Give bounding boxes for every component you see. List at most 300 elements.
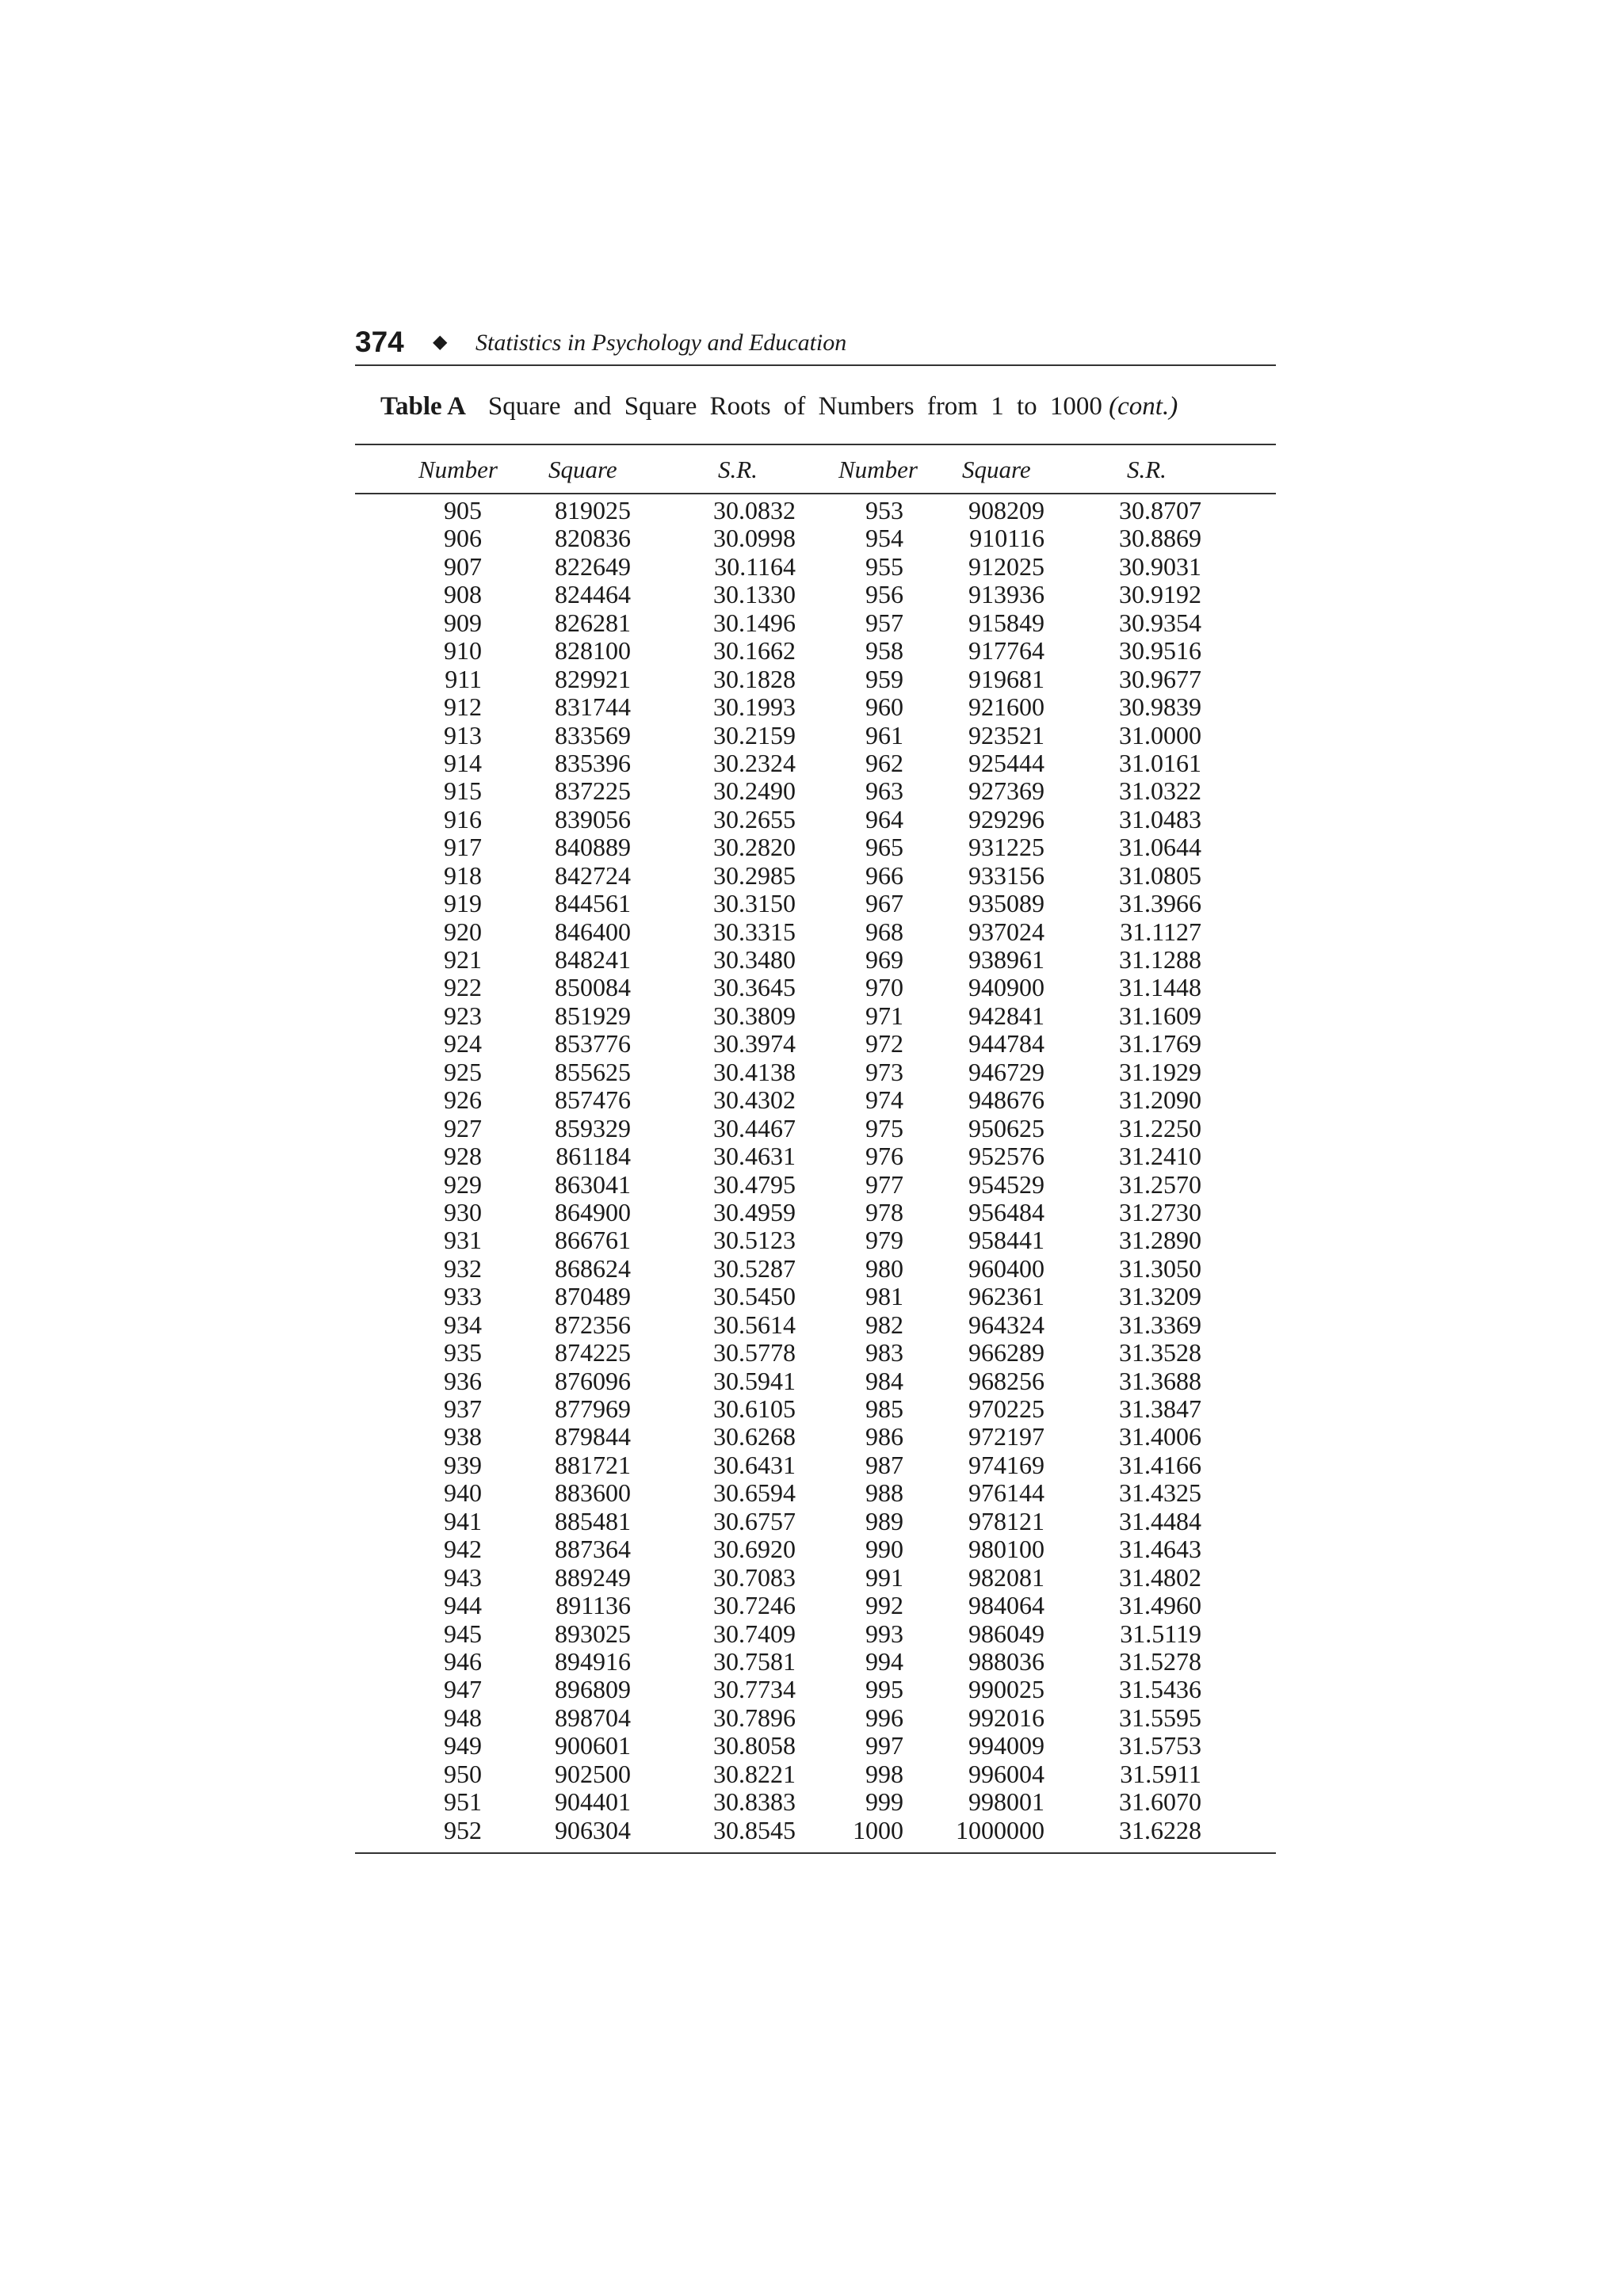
cell-number-right: 973: [865, 1057, 903, 1086]
table-row: [355, 862, 1276, 890]
header-square-left: Square: [548, 456, 617, 483]
cell-square-right: 921600: [968, 692, 1044, 722]
cell-number-left: 917: [444, 833, 482, 862]
cell-number-left: 942: [444, 1535, 482, 1564]
cell-sr-left: 30.7581: [713, 1646, 796, 1676]
cell-sr-right: 31.6070: [1119, 1787, 1201, 1817]
cell-sr-right: 31.4960: [1119, 1591, 1201, 1620]
table-title: Square and Square Roots of Numbers from 1 to 1000: [487, 392, 1102, 421]
cell-sr-left: 30.8058: [713, 1731, 796, 1760]
cell-square-right: 910116: [969, 524, 1044, 553]
cell-sr-left: 30.5123: [713, 1226, 796, 1255]
cell-number-right: 990: [865, 1535, 903, 1564]
cell-number-right: 969: [865, 945, 903, 974]
table-row: [355, 918, 1276, 946]
cell-number-left: 950: [444, 1759, 482, 1788]
cell-square-left: 829921: [555, 664, 631, 693]
cell-square-right: 954529: [968, 1169, 1044, 1199]
cell-number-right: 998: [865, 1759, 903, 1788]
cell-number-right: 958: [865, 636, 903, 666]
cell-number-left: 945: [444, 1619, 482, 1648]
cell-number-right: 989: [865, 1506, 903, 1535]
cell-number-left: 937: [444, 1394, 482, 1423]
cell-number-left: 924: [444, 1029, 482, 1058]
cell-sr-left: 30.8383: [713, 1787, 796, 1817]
cell-sr-left: 30.5287: [713, 1253, 796, 1283]
cell-sr-left: 30.6105: [713, 1394, 796, 1423]
table-row: [355, 1367, 1276, 1395]
table-row: [355, 1479, 1276, 1507]
cell-square-right: 923521: [968, 720, 1044, 749]
table-header-rule: [355, 493, 1276, 494]
table-row: [355, 833, 1276, 861]
cell-square-left: 861184: [556, 1142, 631, 1171]
cell-sr-left: 30.4631: [713, 1142, 796, 1171]
cell-square-left: 820836: [555, 524, 631, 553]
cell-sr-right: 31.0000: [1119, 720, 1201, 749]
cell-sr-left: 30.3974: [713, 1029, 796, 1058]
table-row: [355, 1564, 1276, 1592]
cell-number-left: 944: [444, 1591, 482, 1620]
table-row: [355, 1030, 1276, 1058]
cell-number-right: 996: [865, 1703, 903, 1732]
header-sr-right: S.R.: [1127, 456, 1167, 483]
table-row: [355, 1676, 1276, 1703]
table-row: [355, 1115, 1276, 1142]
cell-number-left: 936: [444, 1366, 482, 1395]
cell-square-right: 970225: [968, 1394, 1044, 1423]
table-row: [355, 1226, 1276, 1254]
cell-sr-left: 30.7409: [713, 1619, 796, 1648]
cell-square-right: 964324: [968, 1310, 1044, 1339]
cell-number-right: 992: [865, 1591, 903, 1620]
cell-number-right: 956: [865, 580, 903, 609]
cell-sr-left: 30.2655: [713, 804, 796, 833]
cell-sr-left: 30.2985: [713, 860, 796, 890]
cell-number-right: 980: [865, 1253, 903, 1283]
cell-sr-right: 31.0644: [1119, 833, 1201, 862]
cell-sr-right: 31.0161: [1119, 748, 1201, 777]
table-label: Table A: [380, 392, 466, 421]
cell-number-left: 946: [444, 1646, 482, 1676]
cell-number-right: 999: [865, 1787, 903, 1817]
cell-sr-left: 30.1164: [714, 551, 796, 581]
cell-sr-right: 31.4006: [1119, 1422, 1201, 1451]
cell-number-left: 947: [444, 1675, 482, 1704]
cell-number-right: 957: [865, 608, 903, 637]
cell-number-left: 920: [444, 917, 482, 946]
cell-number-right: 981: [865, 1282, 903, 1311]
cell-square-left: 850084: [555, 973, 631, 1002]
cell-sr-right: 31.3050: [1119, 1253, 1201, 1283]
cell-sr-right: 31.5911: [1120, 1759, 1201, 1788]
cell-sr-right: 31.2410: [1119, 1142, 1201, 1171]
cell-number-left: 929: [444, 1169, 482, 1199]
page-header: [355, 323, 1276, 366]
cell-square-left: 822649: [555, 551, 631, 581]
table-row: [355, 1311, 1276, 1339]
cell-square-right: 980100: [968, 1535, 1044, 1564]
table-row: [355, 666, 1276, 693]
table-row: [355, 1508, 1276, 1535]
header-number-right: Number: [838, 456, 918, 483]
cell-number-right: 975: [865, 1113, 903, 1142]
page-number: 374: [355, 326, 404, 358]
cell-sr-right: 31.1929: [1119, 1057, 1201, 1086]
cell-sr-right: 31.1769: [1119, 1029, 1201, 1058]
cell-number-right: 953: [865, 496, 903, 524]
cell-sr-right: 31.5278: [1119, 1646, 1201, 1676]
cell-number-right: 976: [865, 1142, 903, 1171]
table-header-row: [355, 450, 1276, 490]
cell-number-left: 938: [444, 1422, 482, 1451]
cell-sr-left: 30.3809: [713, 1001, 796, 1030]
cell-sr-left: 30.2324: [713, 748, 796, 777]
cell-number-right: 983: [865, 1338, 903, 1367]
cell-square-right: 962361: [968, 1282, 1044, 1311]
table-row: [355, 1423, 1276, 1451]
cell-sr-right: 30.9516: [1119, 636, 1201, 666]
cell-sr-right: 31.2730: [1119, 1197, 1201, 1226]
cell-square-left: 833569: [555, 720, 631, 749]
cell-sr-right: 31.3209: [1119, 1282, 1201, 1311]
cell-square-left: 842724: [555, 860, 631, 890]
cell-square-right: 950625: [968, 1113, 1044, 1142]
cell-square-right: 994009: [968, 1731, 1044, 1760]
cell-square-left: 894916: [555, 1646, 631, 1676]
cell-sr-right: 31.5436: [1119, 1675, 1201, 1704]
cell-number-right: 966: [865, 860, 903, 890]
cell-number-left: 935: [444, 1338, 482, 1367]
cell-number-right: 962: [865, 748, 903, 777]
cell-sr-left: 30.6757: [713, 1506, 796, 1535]
cell-number-left: 908: [444, 580, 482, 609]
diamond-separator-icon: ◆: [433, 332, 448, 353]
cell-number-left: 918: [444, 860, 482, 890]
cell-square-right: 996004: [968, 1759, 1044, 1788]
cell-sr-right: 31.6228: [1119, 1815, 1201, 1844]
cell-sr-left: 30.5614: [713, 1310, 796, 1339]
cell-number-right: 991: [865, 1562, 903, 1592]
table-row: [355, 749, 1276, 777]
cell-sr-left: 30.8221: [713, 1759, 796, 1788]
cell-square-left: 819025: [555, 496, 631, 524]
cell-number-right: 977: [865, 1169, 903, 1199]
cell-square-left: 864900: [555, 1197, 631, 1226]
cell-square-left: 863041: [555, 1169, 631, 1199]
cell-sr-left: 30.6268: [713, 1422, 796, 1451]
cell-sr-left: 30.1993: [713, 692, 796, 722]
cell-square-right: 966289: [968, 1338, 1044, 1367]
table-row: [355, 1002, 1276, 1030]
cell-number-left: 952: [444, 1815, 482, 1844]
table-top-rule: [355, 444, 1276, 445]
cell-sr-right: 31.2090: [1119, 1085, 1201, 1115]
cell-number-left: 951: [444, 1787, 482, 1817]
table-row: [355, 609, 1276, 637]
cell-number-right: 985: [865, 1394, 903, 1423]
cell-sr-right: 31.3847: [1119, 1394, 1201, 1423]
cell-sr-right: 31.5753: [1119, 1731, 1201, 1760]
cell-number-right: 972: [865, 1029, 903, 1058]
cell-number-right: 954: [865, 524, 903, 553]
cell-square-right: 982081: [968, 1562, 1044, 1592]
cell-square-right: 915849: [968, 608, 1044, 637]
cell-square-right: 978121: [968, 1506, 1044, 1535]
cell-sr-left: 30.6920: [713, 1535, 796, 1564]
cell-number-left: 928: [444, 1142, 482, 1171]
table-row: [355, 806, 1276, 833]
cell-square-right: 917764: [968, 636, 1044, 666]
table-continued-note: (cont.): [1109, 392, 1178, 421]
cell-square-left: 857476: [555, 1085, 631, 1115]
cell-sr-left: 30.3480: [713, 945, 796, 974]
cell-sr-right: 31.1127: [1120, 917, 1201, 946]
cell-square-right: 952576: [968, 1142, 1044, 1171]
cell-square-left: 855625: [555, 1057, 631, 1086]
cell-number-right: 959: [865, 664, 903, 693]
cell-sr-right: 31.3369: [1119, 1310, 1201, 1339]
cell-sr-left: 30.6431: [713, 1450, 796, 1479]
cell-number-left: 949: [444, 1731, 482, 1760]
cell-square-right: 974169: [968, 1450, 1044, 1479]
cell-number-right: 955: [865, 551, 903, 581]
cell-sr-right: 31.1288: [1119, 945, 1201, 974]
cell-square-right: 927369: [968, 776, 1044, 806]
cell-square-right: 948676: [968, 1085, 1044, 1115]
cell-sr-left: 30.7246: [713, 1591, 796, 1620]
cell-sr-left: 30.1496: [713, 608, 796, 637]
cell-sr-right: 30.9031: [1119, 551, 1201, 581]
cell-square-right: 998001: [968, 1787, 1044, 1817]
cell-square-right: 937024: [968, 917, 1044, 946]
table-row: [355, 553, 1276, 581]
cell-number-right: 997: [865, 1731, 903, 1760]
cell-number-right: 970: [865, 973, 903, 1002]
cell-square-right: 986049: [968, 1619, 1044, 1648]
table-row: [355, 1283, 1276, 1310]
cell-square-right: 931225: [968, 833, 1044, 862]
cell-square-right: 935089: [968, 889, 1044, 918]
cell-square-right: 958441: [968, 1226, 1044, 1255]
table-row: [355, 777, 1276, 805]
cell-square-left: 887364: [555, 1535, 631, 1564]
cell-square-right: 992016: [968, 1703, 1044, 1732]
table-body: [355, 497, 1276, 1844]
cell-sr-left: 30.1330: [713, 580, 796, 609]
cell-number-left: 931: [444, 1226, 482, 1255]
cell-number-right: 965: [865, 833, 903, 862]
table-row: [355, 1058, 1276, 1086]
cell-square-right: 956484: [968, 1197, 1044, 1226]
cell-square-left: 848241: [555, 945, 631, 974]
cell-sr-left: 30.0998: [713, 524, 796, 553]
cell-square-left: 826281: [555, 608, 631, 637]
table-row: [355, 1142, 1276, 1170]
cell-sr-right: 30.8869: [1119, 524, 1201, 553]
cell-square-right: 1000000: [956, 1815, 1044, 1844]
cell-sr-left: 30.7083: [713, 1562, 796, 1592]
cell-sr-right: 31.3528: [1119, 1338, 1201, 1367]
cell-square-left: 876096: [555, 1366, 631, 1395]
cell-square-left: 851929: [555, 1001, 631, 1030]
table-row: [355, 693, 1276, 721]
cell-number-right: 988: [865, 1478, 903, 1508]
cell-sr-left: 30.3150: [713, 889, 796, 918]
cell-sr-left: 30.6594: [713, 1478, 796, 1508]
table-row: [355, 1760, 1276, 1788]
cell-square-left: 837225: [555, 776, 631, 806]
table-row: [355, 1732, 1276, 1760]
cell-square-left: 906304: [555, 1815, 631, 1844]
cell-sr-left: 30.8545: [713, 1815, 796, 1844]
cell-sr-right: 31.2570: [1119, 1169, 1201, 1199]
cell-number-left: 916: [444, 804, 482, 833]
cell-square-right: 938961: [968, 945, 1044, 974]
table-row: [355, 946, 1276, 974]
cell-number-right: 984: [865, 1366, 903, 1395]
cell-number-right: 968: [865, 917, 903, 946]
cell-square-left: 902500: [555, 1759, 631, 1788]
cell-sr-right: 30.9354: [1119, 608, 1201, 637]
cell-square-right: 976144: [968, 1478, 1044, 1508]
cell-sr-right: 30.9192: [1119, 580, 1201, 609]
cell-sr-right: 30.8707: [1119, 496, 1201, 524]
cell-sr-right: 31.2890: [1119, 1226, 1201, 1255]
table-row: [355, 524, 1276, 552]
cell-sr-right: 31.0483: [1119, 804, 1201, 833]
cell-square-left: 844561: [555, 889, 631, 918]
cell-square-left: 883600: [555, 1478, 631, 1508]
cell-number-right: 993: [865, 1619, 903, 1648]
cell-number-right: 971: [865, 1001, 903, 1030]
cell-square-left: 881721: [555, 1450, 631, 1479]
cell-square-left: 859329: [555, 1113, 631, 1142]
cell-sr-left: 30.4138: [713, 1057, 796, 1086]
cell-number-right: 979: [865, 1226, 903, 1255]
table-row: [355, 1395, 1276, 1423]
cell-number-right: 982: [865, 1310, 903, 1339]
table-row: [355, 1255, 1276, 1283]
cell-square-left: 893025: [555, 1619, 631, 1648]
table-row: [355, 1592, 1276, 1619]
cell-number-left: 943: [444, 1562, 482, 1592]
cell-number-left: 921: [444, 945, 482, 974]
cell-square-left: 898704: [555, 1703, 631, 1732]
cell-square-right: 942841: [968, 1001, 1044, 1030]
cell-number-left: 948: [444, 1703, 482, 1732]
cell-square-right: 968256: [968, 1366, 1044, 1395]
cell-square-left: 877969: [555, 1394, 631, 1423]
cell-square-left: 900601: [555, 1731, 631, 1760]
cell-sr-right: 31.3966: [1119, 889, 1201, 918]
cell-sr-left: 30.1828: [713, 664, 796, 693]
table-row: [355, 974, 1276, 1001]
cell-number-left: 940: [444, 1478, 482, 1508]
cell-sr-left: 30.4302: [713, 1085, 796, 1115]
cell-square-right: 984064: [968, 1591, 1044, 1620]
cell-number-left: 930: [444, 1197, 482, 1226]
cell-sr-left: 30.5778: [713, 1338, 796, 1367]
cell-number-right: 974: [865, 1085, 903, 1115]
cell-square-right: 913936: [968, 580, 1044, 609]
cell-square-right: 944784: [968, 1029, 1044, 1058]
cell-square-right: 988036: [968, 1646, 1044, 1676]
table-row: [355, 1171, 1276, 1199]
cell-square-left: 870489: [555, 1282, 631, 1311]
table-row: [355, 1086, 1276, 1114]
cell-sr-left: 30.5941: [713, 1366, 796, 1395]
cell-square-left: 879844: [555, 1422, 631, 1451]
cell-square-right: 919681: [968, 664, 1044, 693]
cell-number-left: 909: [444, 608, 482, 637]
cell-number-left: 925: [444, 1057, 482, 1086]
cell-number-right: 967: [865, 889, 903, 918]
cell-square-left: 846400: [555, 917, 631, 946]
table-row: [355, 722, 1276, 749]
cell-sr-left: 30.2159: [713, 720, 796, 749]
table-row: [355, 1788, 1276, 1816]
table-row: [355, 1704, 1276, 1732]
cell-square-right: 908209: [968, 496, 1044, 524]
cell-square-left: 839056: [555, 804, 631, 833]
cell-square-left: 885481: [555, 1506, 631, 1535]
cell-number-right: 995: [865, 1675, 903, 1704]
table-row: [355, 497, 1276, 524]
cell-sr-left: 30.2490: [713, 776, 796, 806]
table-row: [355, 1451, 1276, 1479]
cell-square-left: 868624: [555, 1253, 631, 1283]
cell-sr-left: 30.7896: [713, 1703, 796, 1732]
table-row: [355, 1339, 1276, 1367]
table-row: [355, 1817, 1276, 1844]
cell-sr-left: 30.0832: [713, 496, 796, 524]
cell-number-left: 939: [444, 1450, 482, 1479]
cell-sr-left: 30.7734: [713, 1675, 796, 1704]
cell-sr-left: 30.3645: [713, 973, 796, 1002]
cell-square-right: 912025: [968, 551, 1044, 581]
cell-square-left: 866761: [555, 1226, 631, 1255]
cell-number-left: 932: [444, 1253, 482, 1283]
cell-sr-left: 30.4795: [713, 1169, 796, 1199]
cell-number-right: 978: [865, 1197, 903, 1226]
cell-number-left: 907: [444, 551, 482, 581]
cell-sr-left: 30.5450: [713, 1282, 796, 1311]
cell-number-left: 913: [444, 720, 482, 749]
cell-sr-left: 30.3315: [713, 917, 796, 946]
cell-number-right: 963: [865, 776, 903, 806]
table-row: [355, 637, 1276, 665]
cell-sr-left: 30.4467: [713, 1113, 796, 1142]
cell-number-left: 923: [444, 1001, 482, 1030]
cell-sr-left: 30.1662: [713, 636, 796, 666]
cell-number-left: 933: [444, 1282, 482, 1311]
cell-number-left: 927: [444, 1113, 482, 1142]
cell-sr-right: 30.9839: [1119, 692, 1201, 722]
cell-number-left: 906: [444, 524, 482, 553]
cell-sr-right: 31.4166: [1119, 1450, 1201, 1479]
cell-sr-right: 31.0805: [1119, 860, 1201, 890]
cell-sr-right: 31.4484: [1119, 1506, 1201, 1535]
cell-square-right: 960400: [968, 1253, 1044, 1283]
table-row: [355, 1535, 1276, 1563]
table-row: [355, 890, 1276, 917]
cell-number-right: 994: [865, 1646, 903, 1676]
cell-square-right: 946729: [968, 1057, 1044, 1086]
cell-number-left: 914: [444, 748, 482, 777]
cell-square-left: 824464: [555, 580, 631, 609]
cell-square-left: 828100: [555, 636, 631, 666]
